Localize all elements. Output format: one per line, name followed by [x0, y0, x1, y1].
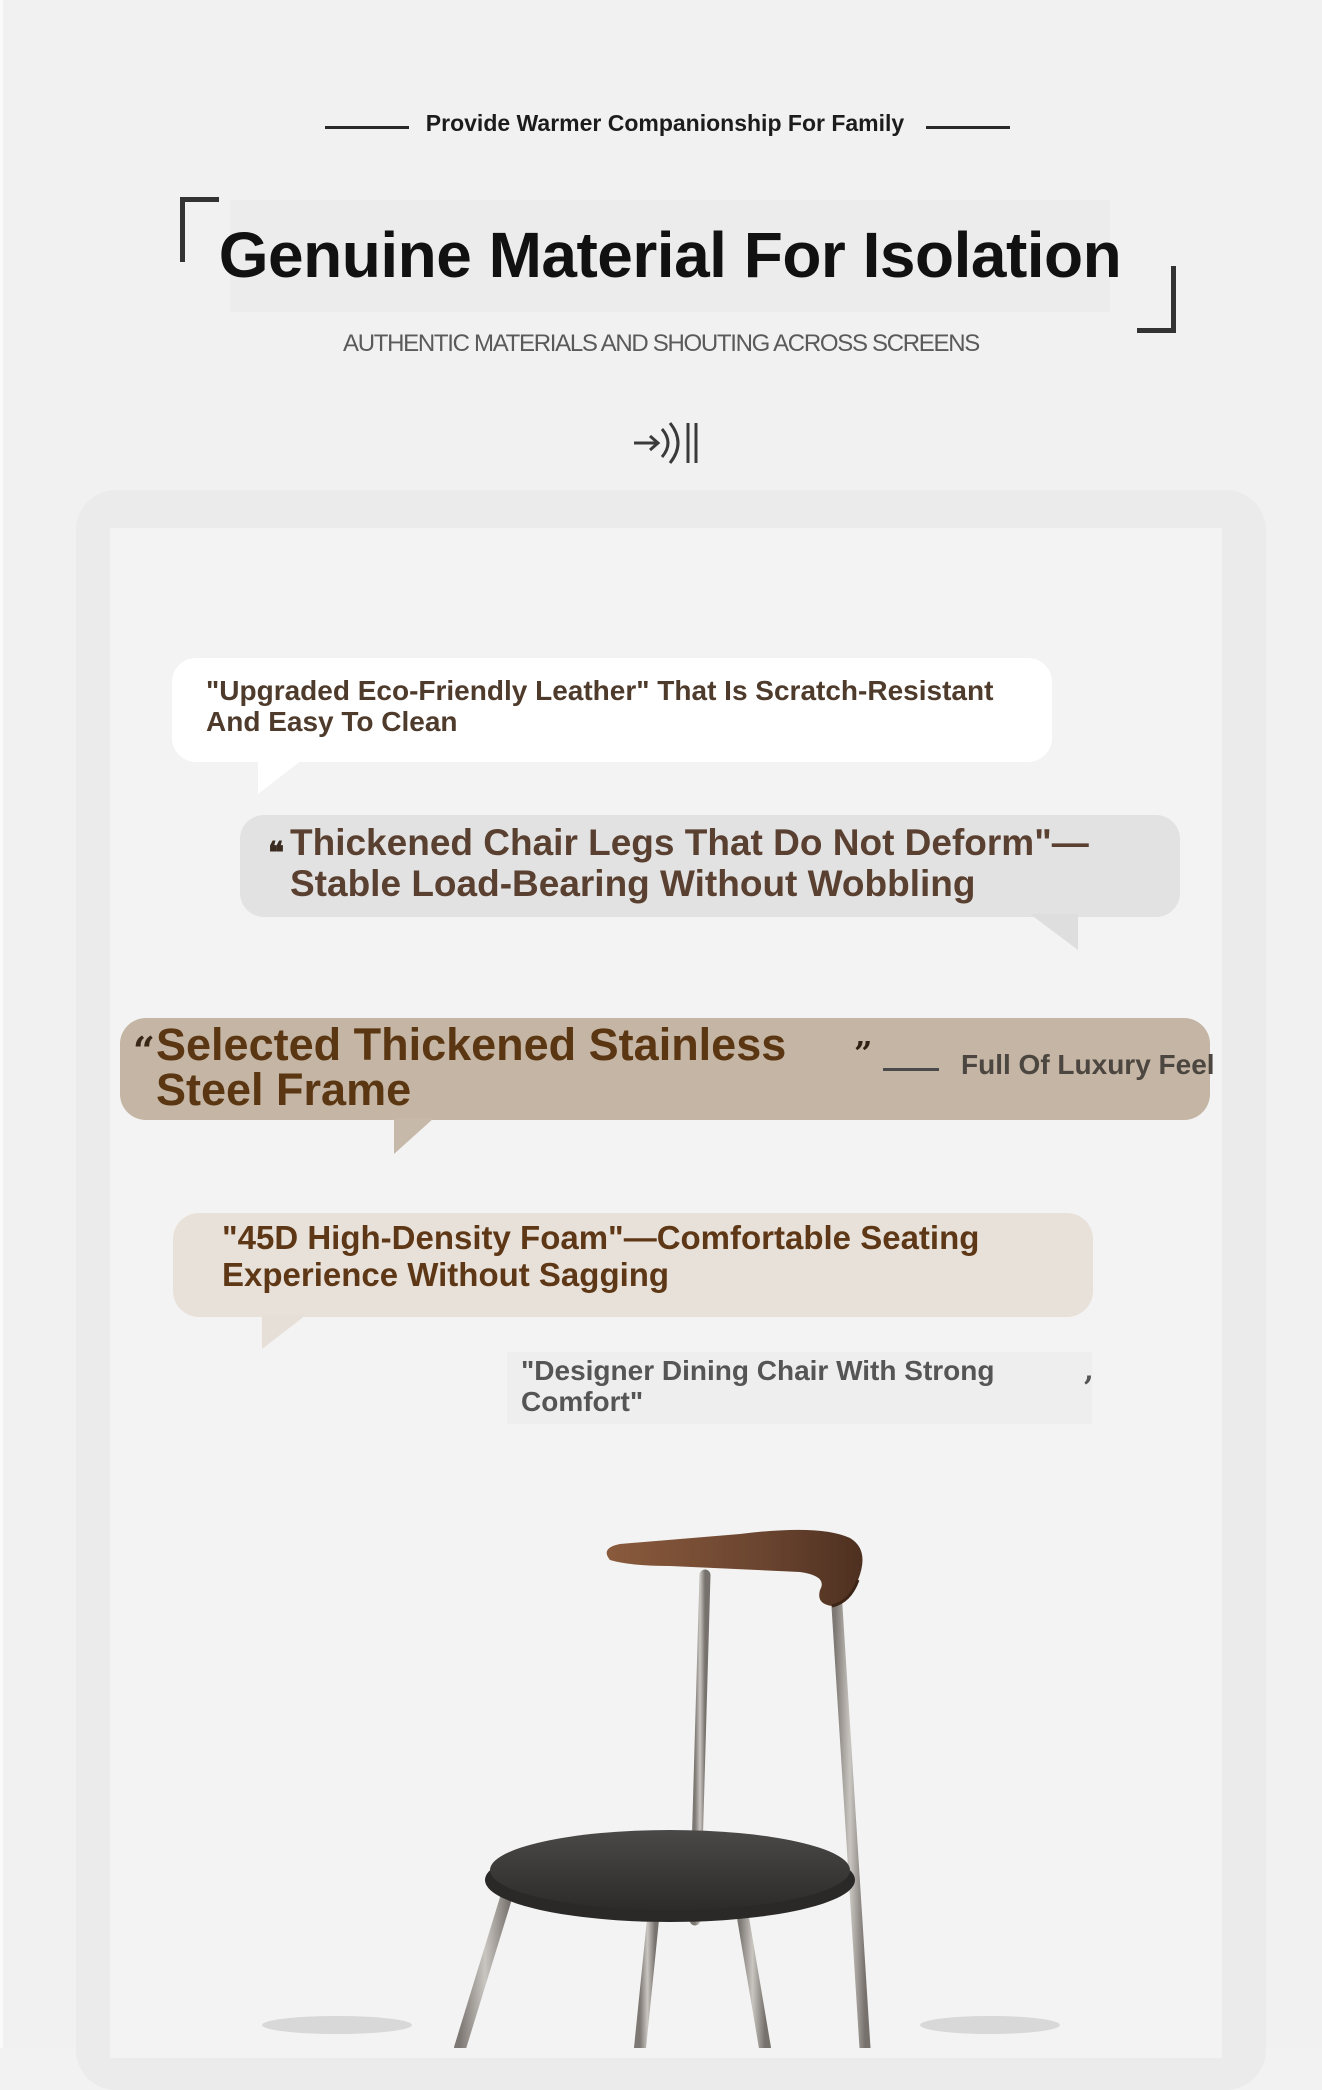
foam-text: "45D High-Density Foam"—Comfortable Seating Experience Without Sagging	[222, 1219, 980, 1293]
frame-open-quote: “	[133, 1028, 155, 1073]
leather-text: "Upgraded Eco-Friendly Leather" That Is Scratch-Resistant And Easy To Clean	[206, 675, 994, 737]
legs-bubble-tail	[1030, 914, 1078, 950]
tagline-row	[0, 106, 1322, 146]
tagline: Provide Warmer Companionship For Family	[425, 110, 905, 136]
frame-close-quote: ”	[854, 1034, 873, 1072]
page-subtitle: AUTHENTIC MATERIALS AND SHOUTING ACROSS SCREENS	[343, 330, 979, 357]
foam-bubble-tail	[262, 1315, 306, 1349]
frame-text: Selected Thickened Stainless Steel Frame	[156, 1019, 787, 1115]
tagline-line-left	[325, 126, 409, 129]
legs-text: Thickened Chair Legs That Do Not Deform"—Stable Load-Bearing Without Wobbling	[290, 822, 1089, 904]
page-title: Genuine Material For Isolation	[218, 219, 1122, 291]
tagline-line-right	[926, 126, 1010, 129]
frame-bubble-tail	[394, 1118, 434, 1154]
designer-text: "Designer Dining Chair With Strong Comfort"	[521, 1355, 995, 1417]
luxury-feel-text: Full Of Luxury Feel	[961, 1049, 1215, 1080]
dining-chair-image	[440, 1520, 960, 2048]
legs-open-quote: ❝	[268, 836, 285, 871]
leather-bubble-tail	[258, 760, 302, 794]
designer-comma: ,	[1084, 1354, 1094, 1387]
frame-dash	[883, 1068, 939, 1071]
arrow-wave-icon	[632, 415, 704, 471]
floor-shadow-left	[262, 2016, 412, 2034]
left-edge	[0, 0, 3, 2048]
